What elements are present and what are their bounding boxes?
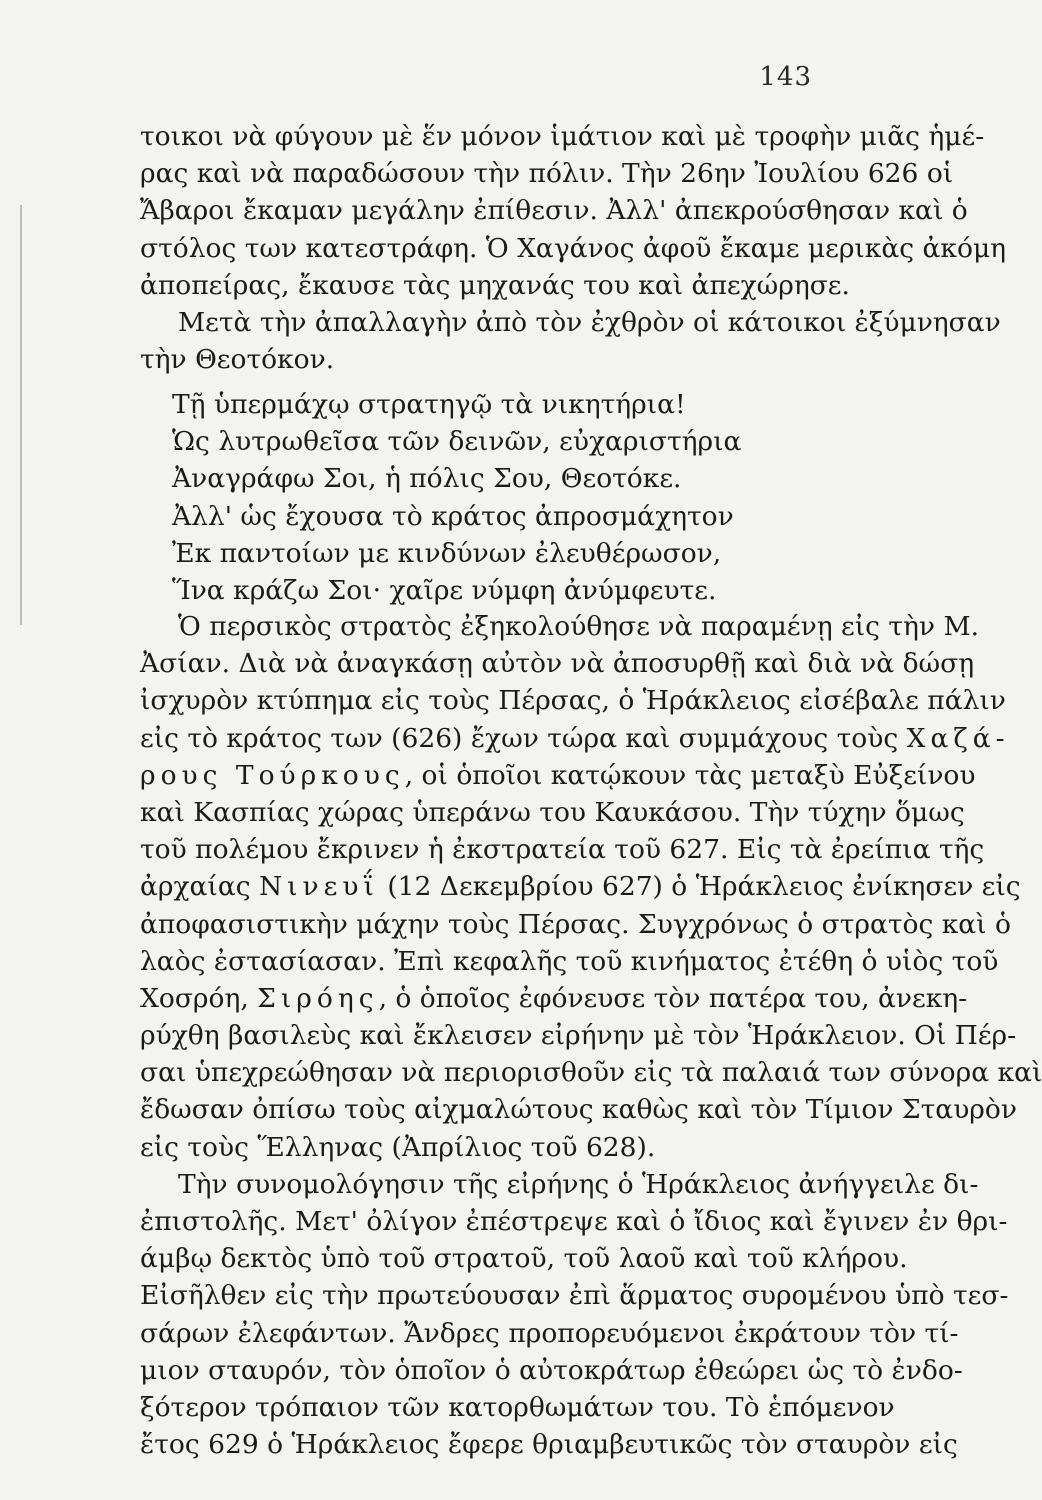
text-run: , οἱ ὁποῖοι κατῴκουν τὰς μεταξὺ Εὐξείνου — [404, 759, 976, 791]
spaced-name-turks: ρους Τούρκους — [140, 759, 405, 791]
text-line: ἐπιστολῆς. Μετ' ὀλίγον ἐπέστρεψε καὶ ὁ ἴδιος καὶ ἔγινεν ἐν θρι- — [140, 1206, 1008, 1237]
text-line — [140, 757, 976, 794]
spaced-name-khazars: Χαζά- — [906, 722, 1010, 754]
page-number: 143 — [759, 62, 812, 92]
text-run: εἰς τὸ κράτος των (626) ἔχων τώρα καὶ συμμάχους τοὺς — [140, 722, 907, 754]
text-line: σάρων ἐλεφάντων. Ἄνδρες προπορευόμενοι ἐκράτουν τὸν τί- — [140, 1317, 959, 1349]
text-line: ἔτος 629 ὁ Ἡράκλειος ἔφερε θριαμβευτικῶς τὸν σταυρὸν εἰς — [140, 1429, 958, 1461]
text-line: μιον σταυρόν, τὸν ὁποῖον ὁ αὐτοκράτωρ ἐθεώρει ὡς τὸ ἐνδο- — [140, 1354, 963, 1386]
poem-line: Ἵνα κράζω Σοι· χαῖρε νύμφη ἀνύμφευτε. — [172, 574, 717, 606]
scan-margin-shadow — [20, 205, 22, 625]
text-run: , ὁ ὁποῖος ἐφόνευσε τὸν πατέρα του, ἀνεκη- — [378, 982, 968, 1014]
text-line: ἀποπείρας, ἔκαυσε τὰς μηχανάς του καὶ ἀπεχώρησε. — [140, 269, 850, 301]
text-line: ἰσχυρὸν κτύπημα εἰς τοὺς Πέρσας, ὁ Ἡράκλειος εἰσέβαλε πάλιν — [140, 685, 1006, 717]
text-line: Ἄβαροι ἔκαμαν μεγάλην ἐπίθεσιν. Ἀλλ' ἀπεκρούσθησαν καὶ ὁ — [140, 195, 968, 227]
spaced-name-siroes: Σιρόης — [257, 982, 379, 1014]
text-line: στόλος των κατεστράφη. Ὁ Χαγάνος ἀφοῦ ἔκαμε μερικὰς ἀκόμη — [140, 232, 1007, 264]
poem-line: Ἐκ παντοίων με κινδύνων ἐλευθέρωσον, — [172, 537, 722, 569]
text-line: τοῦ πολέμου ἔκρινεν ἡ ἐκστρατεία τοῦ 627. Εἰς τὰ ἐρείπια τῆς — [140, 834, 985, 866]
poem-line: Ἀλλ' ὡς ἔχουσα τὸ κράτος ἀπροσμάχητον — [172, 500, 734, 532]
text-line: Τὴν συνομολόγησιν τῆς εἰρήνης ὁ Ἡράκλειος ἀνήγγειλε δι- — [178, 1168, 979, 1200]
text-line: άμβῳ δεκτὸς ὑπὸ τοῦ στρατοῦ, τοῦ λαοῦ καὶ τοῦ κλήρου. — [140, 1243, 908, 1275]
text-line: Ἀσίαν. Διὰ νὰ ἀναγκάσῃ αὐτὸν νὰ ἀποσυρθῇ καὶ διὰ νὰ δώσῃ — [140, 648, 975, 680]
text-line: τοικοι νὰ φύγουν μὲ ἕν μόνον ἱμάτιον καὶ μὲ τροφὴν μιᾶς ἡμέ- — [140, 121, 985, 152]
text-line — [140, 720, 1010, 757]
text-line: ἔδωσαν ὀπίσω τοὺς αἰχμαλώτους καθὼς καὶ τὸν Τίμιον Σταυρὸν — [140, 1094, 1017, 1126]
text-line: ρύχθη βασιλεὺς καὶ ἔκλεισεν εἰρήνην μὲ τὸν Ἡράκλειον. Οἱ Πέρ- — [140, 1020, 1017, 1052]
text-line: ἀποφασιστικὴν μάχην τοὺς Πέρσας. Συγχρόνως ὁ στρατὸς καὶ ὁ — [140, 908, 1011, 940]
text-line: καὶ Κασπίας χώρας ὑπεράνω του Καυκάσου. Τὴν τύχην ὅμως — [140, 796, 965, 828]
text-line: Εἰσῆλθεν εἰς τὴν πρωτεύουσαν ἐπὶ ἅρματος συρομένου ὑπὸ τεσ- — [140, 1280, 1009, 1312]
text-line: εἰς τοὺς Ἕλληνας (Ἀπρίλιος τοῦ 628). — [140, 1131, 656, 1163]
poem-line: Ἀναγράφω Σοι, ἡ πόλις Σου, Θεοτόκε. — [172, 463, 682, 495]
text-run: (12 Δεκεμβρίου 627) ὁ Ἡράκλειος ἐνίκησεν εἰς — [378, 871, 1021, 903]
text-line: τὴν Θεοτόκον. — [140, 344, 335, 376]
hymn-poem — [172, 386, 792, 609]
text-line: λαὸς ἐστασίασαν. Ἐπὶ κεφαλῆς τοῦ κινήματος ἐτέθη ὁ υἱὸς τοῦ — [140, 945, 999, 977]
poem-line: Ὡς λυτρωθεῖσα τῶν δεινῶν, εὐχαριστήρια — [172, 426, 742, 458]
paragraph-1 — [140, 118, 1007, 378]
text-line — [140, 868, 1021, 905]
text-line: ρας καὶ νὰ παραδώσουν τὴν πόλιν. Τὴν 26ην Ἰουλίου 626 οἱ — [140, 158, 954, 190]
text-line: Ὁ περσικὸς στρατὸς ἐξηκολούθησε νὰ παραμένῃ εἰς τὴν Μ. — [178, 611, 980, 642]
text-run: Χοσρόη, — [140, 982, 258, 1014]
text-line: σαι ὑπεχρεώθησαν νὰ περιορισθοῦν εἰς τὰ παλαιά των σύνορα καὶ — [140, 1057, 1042, 1089]
text-line: ξότερον τρόπαιον τῶν κατορθωμάτων του. Τὸ ἑπόμενον — [140, 1391, 895, 1423]
text-line — [140, 980, 968, 1017]
spaced-name-nineveh: Νινευΐ — [258, 871, 379, 903]
text-line: Μετὰ τὴν ἀπαλλαγὴν ἀπὸ τὸν ἐχθρὸν οἱ κάτοικοι ἐξύμνησαν — [178, 306, 1001, 338]
paragraph-2 — [140, 608, 1042, 1463]
text-run: ἀρχαίας — [140, 871, 259, 903]
poem-line: Τῇ ὑπερμάχῳ στρατηγῷ τὰ νικητήρια! — [172, 389, 686, 420]
